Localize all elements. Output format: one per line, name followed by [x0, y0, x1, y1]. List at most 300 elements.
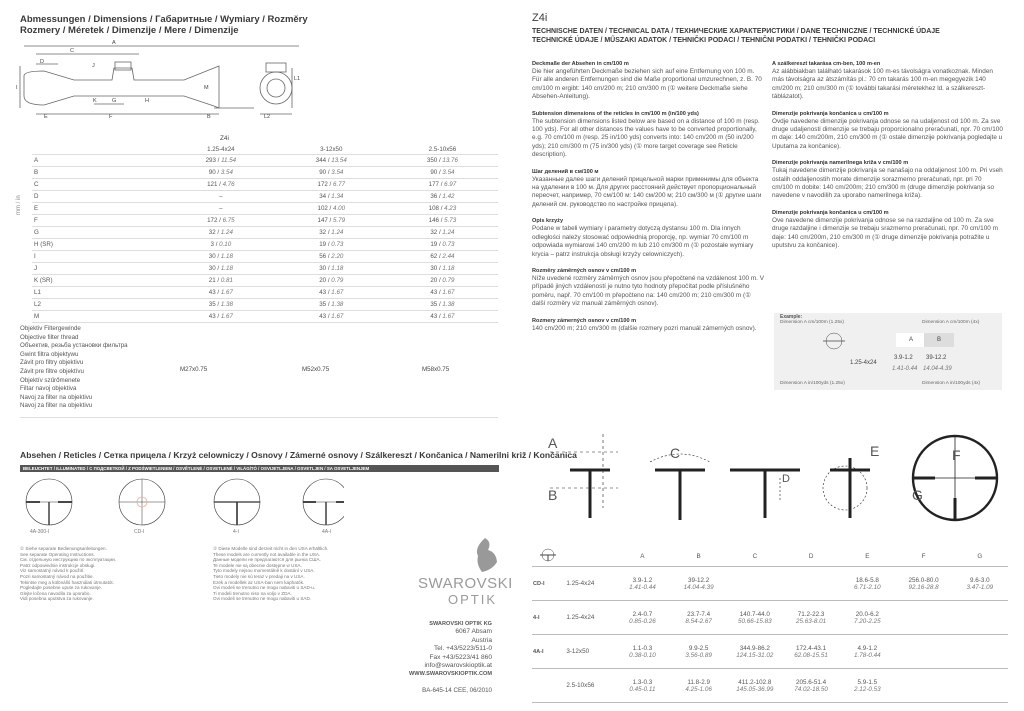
note1-line: See separate Operating Instructions. [20, 551, 95, 557]
reticle-cm: 172.4-43.1 [796, 644, 827, 652]
dimension-row-label: F [32, 215, 166, 227]
reticle-table-row [532, 601, 1008, 635]
note-usa-availability [213, 546, 413, 602]
dimension-inch: 4.23 [444, 205, 457, 212]
dim-label-g: G [112, 98, 117, 104]
brand-sub: OPTIK [448, 592, 498, 607]
dimension-inch: 1.38 [220, 301, 233, 308]
dimensions-title-line2: Rozmery / Méretek / Dimenzije / Mere / Dimenzije [20, 25, 239, 36]
filter-label-line: Objektív szűrőmenete [20, 376, 81, 384]
reticle-table-cell [671, 567, 727, 601]
dimension-mm: 293 [205, 157, 216, 164]
dimension-row-label: L2 [32, 299, 166, 311]
dimension-cell: 32 / 1.24 [166, 227, 276, 239]
dimension-inch: 6.77 [333, 181, 346, 188]
tech-section-text: Ove navedene dimenzije pokrivanja odnose se na razdaljine od 100 m. Za sve druge razdaljine i dimenzije se trebaju srazmerno preračunati, npr. 70 cm/100 m daje: 140 cm/200m, 210 cm/300 m (① druge dimenzije pokrivanja potražite u uputstvu za končanice). [772, 216, 998, 250]
dimension-row-label: H (SR) [32, 239, 166, 251]
tech-section-heading: Шаг делений в см/100 м [532, 168, 599, 175]
dimension-cell: 32 / 1.24 [276, 227, 387, 239]
example-top-left: Dimension A cm/100m (1.25x) [780, 320, 844, 325]
reticle-table-cell [952, 635, 1008, 669]
dimension-inch: 13.54 [331, 157, 347, 164]
reticle-inch: 4.25-1.06 [685, 685, 712, 693]
dimension-row [32, 167, 498, 179]
brand-name: SWAROVSKI [418, 575, 513, 592]
dimension-cell: 35 / 1.38 [276, 299, 387, 311]
dimension-mm: 90 [319, 169, 327, 176]
reticle-table-corner [532, 547, 565, 567]
reticle-inch: 6.71-2.10 [854, 583, 881, 591]
reticle-cm: 256.0-80.0 [908, 576, 939, 584]
tech-section-text: 140 cm/200 m; 210 cm/300 m (ďalšie rozmery pozri manuál zámerných osnov). [532, 324, 757, 332]
reticle-table-cell [614, 669, 670, 703]
reticle-table-col-header: G [952, 547, 1008, 567]
reticle-name-2: CD-I [134, 529, 145, 535]
note2-line: Ti modeli trenutno niso na voljo v ZDA. [213, 590, 292, 596]
reticle-table-cell [952, 567, 1008, 601]
dimension-inch: 6.97 [444, 181, 457, 188]
dimension-row [32, 215, 498, 227]
tech-section [532, 110, 764, 160]
reticle-cm: 205.6-51.4 [796, 678, 827, 686]
dimension-row [32, 239, 498, 251]
big-label-f: F [952, 447, 961, 463]
filter-label-line: Navoj za filter na objektivu [20, 393, 93, 401]
filter-label-line: Objective filter thread [20, 333, 79, 341]
dimension-inch: 1.67 [442, 289, 455, 296]
note2-line: Ovi modeli se trenutno ne mogu nabaviti u SAD-u. [213, 585, 316, 591]
tech-text-column-2 [772, 60, 1004, 259]
document-number: BA-645-14 CEE, 06/2010 [422, 687, 492, 694]
reticle-inch: 3.47-1.09 [966, 583, 994, 591]
big-label-d: D [782, 473, 790, 485]
reticle-cm: 5.9-1.5 [857, 678, 878, 686]
dimension-mm: 20 [430, 277, 438, 284]
dimension-col-header: 2.5-10x56 [387, 144, 498, 155]
dimension-mm: 30 [208, 253, 216, 260]
filter-value-3: M58x0.75 [422, 366, 450, 373]
tech-section-heading: Rozměry záměrných osnov v cm/100 m [532, 267, 637, 274]
dimension-row [32, 251, 498, 263]
dimension-mm: 172 [317, 181, 328, 188]
dimension-mm: – [219, 193, 223, 200]
filter-labels [20, 325, 128, 411]
dimension-inch: 1.67 [220, 289, 233, 296]
reticle-inch: 8.54-2.67 [685, 617, 712, 625]
example-bottom-right: Dimension A in/100yds (4x) [922, 381, 981, 386]
dimension-inch: 0.79 [442, 277, 455, 284]
dimension-row [32, 287, 498, 299]
dimension-inch: 3.54 [442, 169, 455, 176]
tech-subtitle-line1: TECHNISCHE DATEN / TECHNICAL DATA / ТЕХНИЧЕСКИЕ ХАРАКТЕРИСТИКИ / DANE TECHNICZNE / TECHNICKÉ ÚDAJE [532, 28, 940, 35]
tech-section [532, 168, 764, 210]
reticle-cm: 4.9-1.2 [857, 644, 878, 652]
dim-label-b: B [207, 114, 211, 120]
dimension-inch: 2.20 [331, 253, 344, 260]
reticle-table-cell [727, 635, 783, 669]
reticle-table-name: CD-I [532, 567, 565, 601]
dimension-inch: 4.00 [333, 205, 346, 212]
reticle-table-cell [895, 601, 951, 635]
dimension-row [32, 311, 498, 323]
dimension-row-label: G [32, 227, 166, 239]
dimension-inch: 1.18 [220, 265, 233, 272]
dimensions-title [20, 14, 308, 36]
dimension-inch: 5.73 [444, 217, 457, 224]
note-operating-instructions [20, 546, 200, 602]
reticle-table-cell [783, 635, 839, 669]
dimension-inch: 1.34 [331, 193, 344, 200]
note1-line: Patrz odpowiednie instrukcje obsługi. [20, 562, 96, 568]
tech-section [532, 267, 764, 309]
dim-label-e: E [44, 114, 48, 120]
dimension-cell: 350 / 13.76 [387, 155, 498, 167]
note1-line: ① Siehe separate Bedienungsanleitungen. [20, 546, 107, 551]
note1-line: Pozri samostatný návod na použitie. [20, 573, 94, 579]
reticle-inch: 92.16-28.8 [908, 583, 939, 591]
dimension-cell: 30 / 1.18 [276, 263, 387, 275]
dimension-mm: 35 [208, 301, 216, 308]
tech-subtitle-line2: TECHNICKÉ ÚDAJE / MŰSZAKI ADATOK / TEHNIČKI PODACI / TEHNIČNI PODATKI / TEHNIČKI PODACI [532, 37, 876, 44]
dimension-mm: 350 [426, 157, 438, 164]
reticle-table-col-header: D [783, 547, 839, 567]
dimension-col-header: 3-12x50 [276, 144, 387, 155]
reticle-table-cell [783, 601, 839, 635]
dimension-mm: 32 [319, 229, 327, 236]
dimension-mm: – [219, 205, 223, 212]
tech-section [772, 209, 1004, 251]
filter-label-line: Gwint filtra objektywu [20, 350, 79, 358]
dimension-cell: 43 / 1.67 [387, 311, 498, 323]
dimension-cell: 3 / 0.10 [166, 239, 276, 251]
dimension-mm: 177 [428, 181, 439, 188]
dimension-mm: 56 [319, 253, 327, 260]
filter-label-line: Závit pre filtre objektívu [20, 367, 84, 375]
dimension-mm: 43 [430, 313, 438, 320]
dimension-inch: 0.81 [220, 277, 233, 284]
tech-section-text: The subtension dimensions listed below are based on a distance of 100 m (resp. 100 yds). For all other distances the values have to be converted proportionally, e.g. 70 cm/100 m (resp. 25 in/100 yds) converts into: 140 cm/200 m (50 in/200 yds); 210 cm/300 m (75 in/300 yds) (① more target coverage see Reticle description). [532, 117, 760, 159]
dimension-inch: 0.79 [331, 277, 344, 284]
reticle-dimension-drawings [540, 428, 1010, 528]
dimension-cell: 35 / 1.38 [387, 299, 498, 311]
dimension-inch: 1.24 [331, 229, 344, 236]
note2-line: These models are currently not available in the USA. [213, 551, 321, 557]
reticle-cm: 140.7-44.0 [739, 610, 770, 618]
reticle-inch: 2.12-0.53 [854, 685, 881, 693]
reticle-table-col-header: B [671, 547, 727, 567]
reticle-table-col-header: F [895, 547, 951, 567]
note1-line: Viz samostatný návod k použití. [20, 568, 85, 574]
reticle-table-model: 2.5-10x56 [565, 669, 614, 703]
reticle-table-cell [839, 669, 895, 703]
reticle-inch: 25.63-8.01 [796, 617, 827, 625]
dimension-mm: 19 [319, 241, 327, 248]
dimension-cell [166, 203, 276, 215]
note2-line: Ovi modeli se trenutno ne mogu nabaviti u SAD. [213, 596, 312, 602]
dimension-col-header: 1.25-4x24 [166, 144, 276, 155]
reticle-cm: 39-12.2 [687, 576, 710, 584]
dimension-inch: 11.54 [221, 157, 237, 164]
dimension-cell: 344 / 13.54 [276, 155, 387, 167]
dimension-inch: 2.44 [442, 253, 455, 260]
dimension-cell: 43 / 1.67 [166, 287, 276, 299]
note1-line: Vidi posebna uputstva za rukovanje. [20, 596, 94, 602]
dimension-cell: 56 / 2.20 [276, 251, 387, 263]
reticle-table-name: 4-I [532, 601, 565, 635]
reticle-cm: 20.0-6.2 [855, 610, 879, 618]
dimension-inch: 3.54 [220, 169, 233, 176]
reticle-subtension-table [532, 547, 1008, 703]
reticle-table-cell [614, 601, 670, 635]
note2-line: Ezek a modellek az USA-ban nem kaphatók. [213, 579, 305, 585]
reticle-inch: 1.41-0.44 [629, 583, 656, 591]
big-label-g: G [912, 487, 923, 503]
dimension-cell: 19 / 0.73 [276, 239, 387, 251]
dimension-row [32, 299, 498, 311]
big-label-c: C [670, 445, 681, 461]
reticle-inch: 0.38-0.10 [629, 651, 656, 659]
dimension-row-label: L1 [32, 287, 166, 299]
dim-label-d: D [40, 59, 44, 65]
tech-section-text: Die hier angeführten Deckmaße beziehen sich auf eine Entfernung von 100 m. Für alle anderen Entfernungen sind die Maße proportional umzurechnen, z. B. 70 cm/100 m ergibt: 140 cm/200 m; 210 cm/300 m (① weitere Deckmaße siehe Absehen-Anleitung). [532, 68, 762, 101]
tech-section [772, 159, 1004, 201]
dimension-row [32, 203, 498, 215]
note2-line: ② Diese Modelle sind derzeit nicht in den USA erhältlich. [213, 546, 329, 551]
dimension-row [32, 191, 498, 203]
dimension-cell: 43 / 1.67 [166, 311, 276, 323]
reticle-table-cell [727, 567, 783, 601]
dimension-inch: 13.76 [442, 157, 458, 164]
reticle-cm: 23.7-7.4 [687, 610, 711, 618]
filter-value-1: M27x0.75 [180, 366, 208, 373]
reticle-inch: 0.85-0.26 [629, 617, 656, 625]
reticle-table-name: 4A-I [532, 635, 565, 669]
dimension-cell: 146 / 5.73 [387, 215, 498, 227]
reticle-table-cell [895, 635, 951, 669]
reticle-table-row [532, 567, 1008, 601]
address-line: info@swarovskioptik.at [424, 662, 492, 670]
dimension-mm: 146 [428, 217, 439, 224]
reticle-table-cell [783, 567, 839, 601]
reticle-table-model: 3-12x50 [565, 635, 614, 669]
dimension-mm: 21 [208, 277, 216, 284]
dimension-mm: 102 [317, 205, 328, 212]
dimension-mm: 43 [208, 289, 216, 296]
tech-section-heading: Rozmery zámerných osnov v cm/100 m [532, 317, 637, 324]
note2-line: Te modele nie są obecnie dostępne w USA. [213, 562, 302, 568]
dimension-inch: 1.67 [442, 313, 455, 320]
big-label-e: E [870, 443, 880, 459]
dimension-cell: 36 / 1.42 [387, 191, 498, 203]
tech-section-text: Указанные далее шаги делений прицельной марки применимы для объекта на удалении в 100 м. Для других расстояний действует пропорциональный пересчет, например, 70 см/100 м: 140 см/200 м; 210 см/300 м (① другие шаги делений см. руководство по настройке прицела). [532, 175, 762, 208]
note1-line: Tekintse meg a különálló használati útmutatót. [20, 579, 114, 585]
dimension-inch: 3.54 [331, 169, 344, 176]
illuminated-bar: BELEUCHTET / ILLUMINATED / С ПОДСВЕТКОЙ / Z PODŚWIETLENIEM / OSVĚTLENÉ / OSVETLENÉ / VILÁGÍTÓ / OSVIJETLJENA / OSVETLJEN / SA OSVETLJENJEM [20, 465, 499, 472]
tech-section [532, 217, 764, 259]
reticle-inch: 62.08-15.51 [794, 651, 828, 659]
dimension-inch: 1.18 [331, 265, 344, 272]
dimension-header-row [32, 144, 498, 155]
unit-label: mm / in [16, 195, 22, 215]
dimension-inch: 1.42 [442, 193, 455, 200]
reticle-cm: 9.6-3.0 [970, 576, 990, 584]
dimension-cell: 35 / 1.38 [166, 299, 276, 311]
reticle-table-cell [895, 567, 951, 601]
reticle-table-header [532, 547, 1008, 567]
tech-title: Z4i [532, 12, 548, 24]
dimension-mm: 108 [428, 205, 439, 212]
dimension-mm: 32 [208, 229, 216, 236]
note1-line: Glejte ločena navodila za uporabo. [20, 590, 91, 596]
dimension-row-label: B [32, 167, 166, 179]
dimension-mm: 30 [319, 265, 327, 272]
model-name: Z4i [220, 135, 229, 142]
dimension-cell: 172 / 6.75 [166, 215, 276, 227]
big-label-a: A [548, 435, 558, 451]
example-va: 3.9-1.2 [894, 355, 913, 361]
reticle-cm: 11.8-2.9 [687, 678, 710, 686]
dim-label-j: J [92, 63, 95, 69]
reticle-table-name [532, 669, 565, 703]
tech-section-heading: Subtension dimensions of the reticles in cm/100 m (in/100 yds) [532, 110, 699, 117]
dim-label-c: C [70, 48, 74, 54]
dimension-cell: 293 / 11.54 [166, 155, 276, 167]
dimension-mm: 3 [210, 241, 214, 248]
dimension-cell: 90 / 3.54 [276, 167, 387, 179]
dimension-mm: 90 [430, 169, 438, 176]
example-reticle-icon [819, 331, 849, 351]
dim-label-a: A [112, 40, 116, 46]
dim-label-m: M [204, 85, 209, 91]
dimension-mm: 35 [430, 301, 438, 308]
dim-label-k: K [93, 98, 97, 104]
tech-section-heading: Dimenzije pokrivanja končanica u cm/100 m [772, 110, 889, 117]
dimension-inch: 1.38 [442, 301, 455, 308]
reticle-table-cell [952, 669, 1008, 703]
dimension-table [32, 144, 498, 323]
reticle-table-cell [671, 669, 727, 703]
filter-thread-block [20, 325, 498, 418]
dimension-cell: 102 / 4.00 [276, 203, 387, 215]
dimension-cell: 30 / 1.18 [387, 263, 498, 275]
dimension-inch: 1.67 [331, 313, 344, 320]
example-va-inch: 1.41-0.44 [892, 366, 918, 372]
tech-section [772, 60, 1004, 102]
tech-section-heading: Dimenzije pokrivanja namerilnega križa v cm/100 m [772, 160, 909, 167]
tech-section [772, 110, 1004, 152]
reticle-inch: 124.15-31.02 [736, 651, 774, 659]
note1-line: См. отдельную инструкцию по эксплуатации. [20, 557, 116, 563]
reticle-table-cell [895, 669, 951, 703]
dimension-inch: 6.75 [222, 217, 235, 224]
dimension-mm: 344 [315, 157, 327, 164]
tech-section-text: Az alábbiakban található takarások 100 m-es távolságra vonatkoznak. Minden más távolságra az átszámítás pl.: 70 cm takarás 100 m-en megegyezik 140 cm/200 m; 210 cm/300 m (① további takarási méretekhez ld. a szálkereszt-táblázatot). [772, 68, 993, 101]
reticle-cm: 1.1-0.3 [632, 644, 653, 652]
dimension-corner [32, 144, 166, 155]
reticle-table-cell [839, 567, 895, 601]
dimensions-title-line1: Abmessungen / Dimensions / Габаритные / Wymiary / Rozměry [20, 14, 308, 25]
dimension-row-label: K (SR) [32, 275, 166, 287]
reticle-inch: 50.66-15.83 [738, 617, 772, 625]
dimension-mm: 90 [208, 169, 216, 176]
dimension-row [32, 275, 498, 287]
address-line: WWW.SWAROVSKIOPTIK.COM [409, 671, 492, 678]
reticle-inch: 3.56-0.89 [685, 651, 712, 659]
dimension-row-label: A [32, 155, 166, 167]
reticle-cm: 3.9-1.2 [632, 576, 653, 584]
dimension-cell: 32 / 1.24 [387, 227, 498, 239]
reticle-cm: 411.2-102.8 [738, 678, 772, 686]
example-box [774, 313, 1002, 390]
note2-line: Tyto modely nejsou momentálně k dostání v USA. [213, 568, 315, 574]
reticles-title: Absehen / Reticles / Сетка прицела / Krzyż celowniczy / Osnovy / Zámerné osnovy / Szálkereszt / Končanica / Namerilni križ / Končanica [20, 450, 577, 460]
tech-section-heading: Deckmaße der Absehen in cm/100 m [532, 61, 629, 67]
dimension-cell [166, 191, 276, 203]
reticle-table-model: 1.25-4x24 [565, 567, 614, 601]
example-col-a: A [896, 333, 926, 347]
tech-text-column-1 [532, 60, 764, 341]
dimension-mm: 30 [208, 265, 216, 272]
dimension-cell: 90 / 3.54 [387, 167, 498, 179]
tech-section-text: Níže uvedené rozměry záměrných osnov jsou přepočtené na vzdálenost 100 m. V případě jiných vzdáleností je nutno tyto hodnoty přepočítat podle příslušného poměru, např. 70 cm/100 m přepočteno na: 140 cm/200 m; 210 cm/300 m (① další rozměry viz manuál záměrných osnov). [532, 274, 764, 308]
filter-value-2: M52x0.75 [302, 366, 330, 373]
tech-section [532, 317, 764, 333]
dimension-cell: 108 / 4.23 [387, 203, 498, 215]
address-line: Fax +43/5223/41 860 [429, 653, 492, 661]
reticle-cm: 2.4-0.7 [632, 610, 653, 618]
reticle-inch: 74.02-18.50 [794, 685, 828, 693]
dimension-mm: 147 [317, 217, 328, 224]
reticle-inch: 1.78-0.44 [854, 651, 881, 659]
dim-label-i: I [16, 85, 18, 91]
dimension-row-label: J [32, 263, 166, 275]
big-label-b: B [548, 487, 558, 503]
tech-section-text: Tukaj navedene dimenzije pokrivanja se nanašajo na oddaljenost 100 m. Pri vseh ostalih oddaljenostih morate dimenzije sorazmerno preračunati, npr. pri 70 cm/100 m dobite: 140 cm/200m; 210 cm/300 m (druge dimenzije pokrivanja so navedene v navodilih za uporabo namerilnega križa). [772, 167, 1003, 200]
reticle-table-model: 1.25-4x24 [565, 601, 614, 635]
filter-label-line: Объектив, резьба установки фильтра [20, 342, 128, 350]
address-block [400, 620, 492, 679]
address-line: Austria [471, 636, 492, 644]
filter-label-line: Závit pro filtry objektivu [20, 359, 84, 367]
dimension-cell: 30 / 1.18 [166, 263, 276, 275]
reticle-table-cell [783, 669, 839, 703]
reticle-table-row [532, 669, 1008, 703]
dimension-inch: 1.24 [220, 229, 233, 236]
dimension-mm: 43 [208, 313, 216, 320]
dimension-inch: 4.76 [222, 181, 235, 188]
dimension-cell: 43 / 1.67 [387, 287, 498, 299]
dimension-inch: 1.38 [331, 301, 344, 308]
dimension-cell: 19 / 0.73 [387, 239, 498, 251]
dimension-mm: 62 [430, 253, 438, 260]
reticle-table-model-header [565, 547, 614, 567]
tech-subtitle [532, 27, 940, 45]
reticle-thumbnails [14, 474, 344, 536]
dimension-cell: 177 / 6.97 [387, 179, 498, 191]
tech-section-heading: Opis krzyży [532, 218, 564, 225]
reticle-cm: 344.9-86.2 [739, 644, 770, 652]
dimension-cell: 43 / 1.67 [276, 311, 387, 323]
dimension-mm: 35 [319, 301, 327, 308]
dimension-mm: 20 [319, 277, 327, 284]
tech-section-text: Podane w tabeli wymiary i parametry dotyczą dystansu 100 m. Dla innych odległości należy stosować odpowiednią proporcję, np. wymiar 70 cm/100 m odpowiada wymiarowi 140 cm/200 m lub 210 cm/300 m (① pozostałe wymiary krycia – patrz instrukcja obsługi krzyży celowniczych). [532, 225, 754, 258]
reticle-name-4: 4A-I [322, 529, 332, 535]
tech-section-heading: A szálkereszt takarása cm-ben, 100 m-en [772, 61, 881, 67]
address-line: Tel. +43/5223/511-0 [434, 645, 492, 653]
dimension-cell: 172 / 6.77 [276, 179, 387, 191]
note2-line: Tieto modely nie sú teraz v predaji na v USA. [213, 573, 305, 579]
reticle-name-1: 4A-300-I [30, 529, 50, 535]
